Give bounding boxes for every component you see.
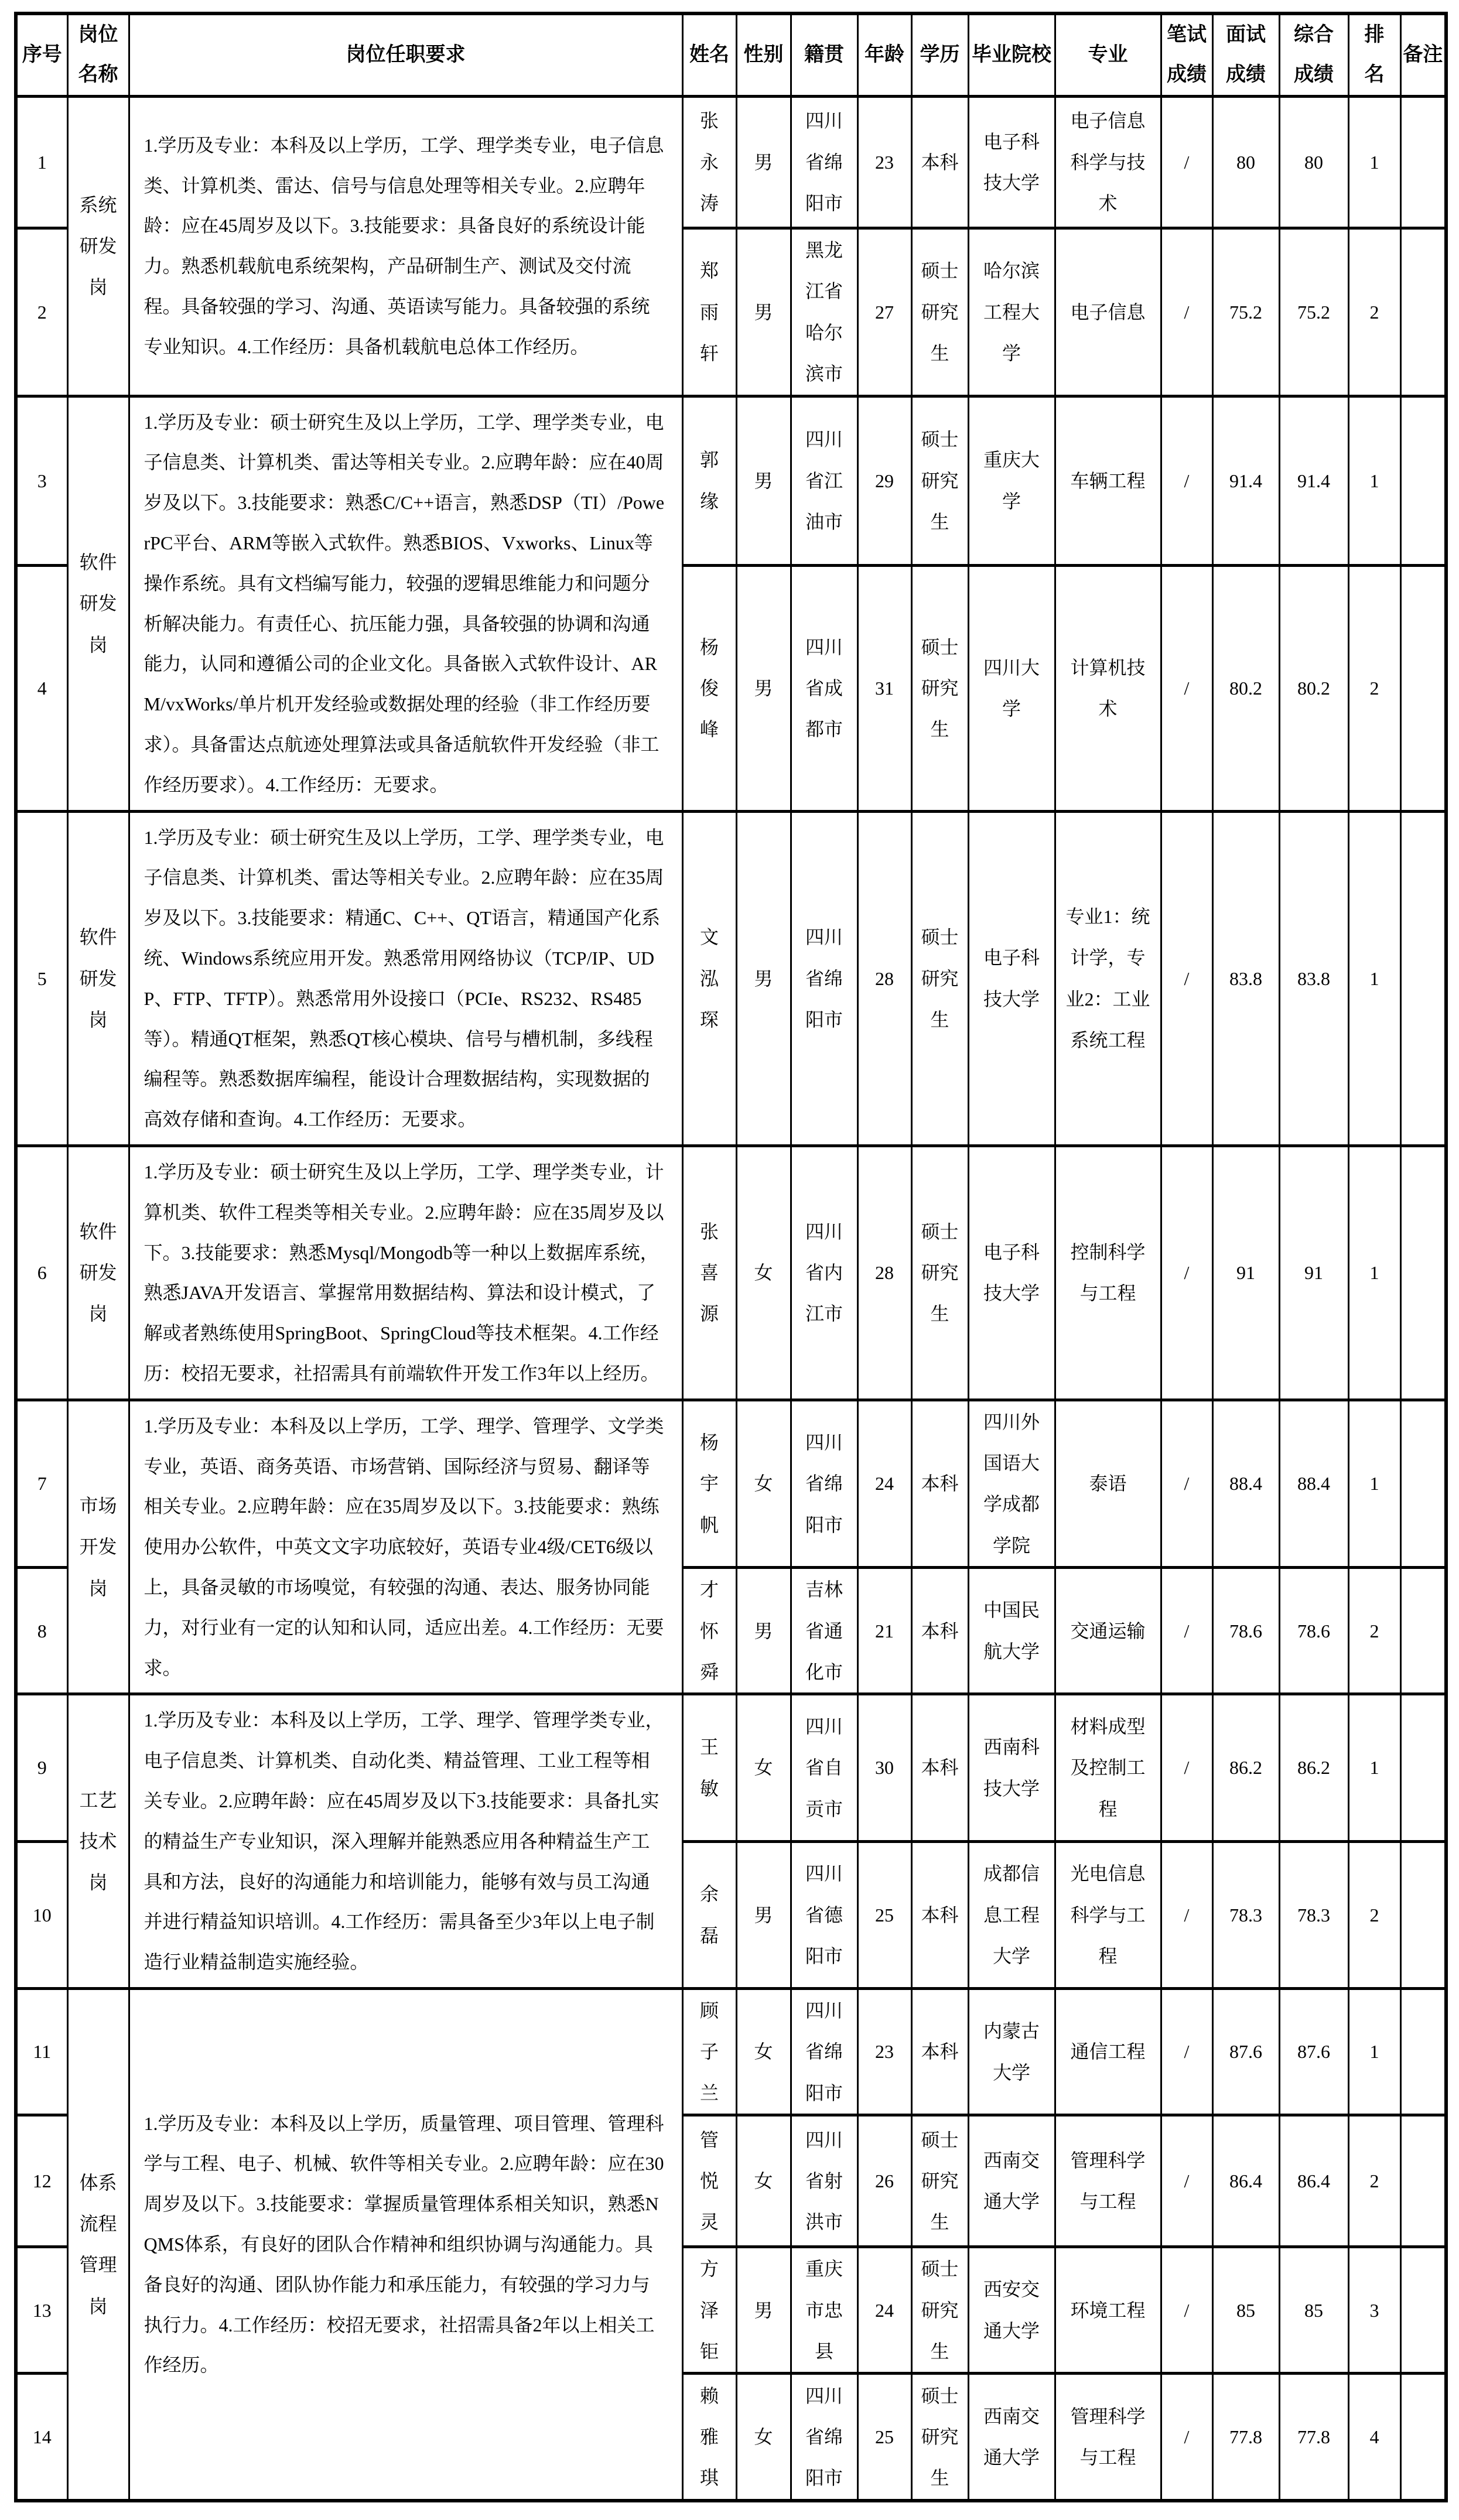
header-remark: 备注 [1400, 13, 1446, 97]
cell-education: 本科 [911, 1400, 968, 1568]
header-age: 年龄 [857, 13, 911, 97]
cell-position: 市场开发岗 [67, 1400, 129, 1694]
cell-requirements: 1.学历及专业：本科及以上学历，工学、理学类专业，电子信息类、计算机类、雷达、信号与信息处理等相关专业。2.应聘年龄：应在45周岁及以下。3.技能要求：具备良好的系统设计能力。熟悉机载航电系统架构，产品研制生产、测试及交付流程。具备较强的学习、沟通、英语读写能力。具备较强的系统专业知识。4.工作经历：具备机载航电总体工作经历。 [129, 97, 682, 396]
cell-remark [1400, 1694, 1446, 1841]
header-education: 学历 [911, 13, 968, 97]
cell-position: 软件研发岗 [67, 1146, 129, 1400]
cell-remark [1400, 2115, 1446, 2247]
cell-written-score: / [1161, 1568, 1212, 1694]
cell-major: 电子信息科学与技术 [1055, 97, 1161, 228]
cell-gender: 女 [736, 1400, 791, 1568]
cell-age: 24 [857, 1400, 911, 1568]
cell-written-score: / [1161, 2247, 1212, 2374]
cell-name: 顾子兰 [682, 1989, 736, 2115]
cell-name: 王敏 [682, 1694, 736, 1841]
cell-written-score: / [1161, 811, 1212, 1146]
cell-major: 计算机技术 [1055, 565, 1161, 811]
cell-overall-score: 88.4 [1279, 1400, 1348, 1568]
table-row [16, 1400, 1446, 1568]
cell-name: 杨宇帆 [682, 1400, 736, 1568]
cell-requirements: 1.学历及专业：本科及以上学历，工学、理学、管理学、文学类专业，英语、商务英语、市场营销、国际经济与贸易、翻译等相关专业。2.应聘年龄：应在35周岁及以下。3.技能要求：熟练使用办公软件，中英文文字功底较好，英语专业4级/CET6级以上，具备灵敏的市场嗅觉，有较强的沟通、表达、服务协同能力，对行业有一定的认知和认同，适应出差。4.工作经历：无要求。 [129, 1400, 682, 1694]
cell-position: 软件研发岗 [67, 396, 129, 811]
cell-school: 重庆大学 [968, 396, 1055, 565]
cell-hometown: 四川省江油市 [791, 396, 857, 565]
cell-remark [1400, 811, 1446, 1146]
cell-position: 体系流程管理岗 [67, 1989, 129, 2501]
cell-rank: 1 [1348, 97, 1400, 228]
header-index: 序号 [16, 13, 67, 97]
header-hometown: 籍贯 [791, 13, 857, 97]
cell-name: 方泽钜 [682, 2247, 736, 2374]
cell-major: 管理科学与工程 [1055, 2374, 1161, 2501]
cell-education: 本科 [911, 1841, 968, 1988]
header-position: 岗位 名称 [67, 13, 129, 97]
cell-gender: 女 [736, 1694, 791, 1841]
cell-interview-score: 88.4 [1212, 1400, 1279, 1568]
table-row [16, 396, 1446, 565]
cell-major: 专业1：统计学，专业2：工业系统工程 [1055, 811, 1161, 1146]
header-name: 姓名 [682, 13, 736, 97]
cell-education: 本科 [911, 1989, 968, 2115]
cell-written-score: / [1161, 1694, 1212, 1841]
cell-remark [1400, 1400, 1446, 1568]
cell-remark [1400, 2247, 1446, 2374]
cell-age: 27 [857, 228, 911, 396]
cell-age: 21 [857, 1568, 911, 1694]
cell-hometown: 四川省德阳市 [791, 1841, 857, 1988]
cell-hometown: 四川省内江市 [791, 1146, 857, 1400]
cell-overall-score: 83.8 [1279, 811, 1348, 1146]
cell-index: 1 [16, 97, 67, 228]
cell-gender: 女 [736, 1989, 791, 2115]
cell-school: 西南科技大学 [968, 1694, 1055, 1841]
cell-remark [1400, 396, 1446, 565]
cell-name: 文泓琛 [682, 811, 736, 1146]
cell-rank: 1 [1348, 396, 1400, 565]
cell-school: 四川外国语大学成都学院 [968, 1400, 1055, 1568]
cell-interview-score: 78.3 [1212, 1841, 1279, 1988]
cell-education: 硕士研究生 [911, 811, 968, 1146]
cell-written-score: / [1161, 565, 1212, 811]
cell-major: 泰语 [1055, 1400, 1161, 1568]
cell-overall-score: 86.4 [1279, 2115, 1348, 2247]
cell-name: 张喜源 [682, 1146, 736, 1400]
cell-school: 西南交通大学 [968, 2115, 1055, 2247]
cell-gender: 男 [736, 1841, 791, 1988]
cell-index: 12 [16, 2115, 67, 2247]
cell-age: 31 [857, 565, 911, 811]
cell-name: 杨俊峰 [682, 565, 736, 811]
cell-position: 软件研发岗 [67, 811, 129, 1146]
cell-interview-score: 75.2 [1212, 228, 1279, 396]
cell-school: 成都信息工程大学 [968, 1841, 1055, 1988]
cell-school: 西安交通大学 [968, 2247, 1055, 2374]
cell-position: 工艺技术岗 [67, 1694, 129, 1989]
cell-gender: 男 [736, 2247, 791, 2374]
cell-written-score: / [1161, 1989, 1212, 2115]
cell-rank: 3 [1348, 2247, 1400, 2374]
cell-hometown: 四川省绵阳市 [791, 811, 857, 1146]
cell-written-score: / [1161, 1841, 1212, 1988]
cell-gender: 女 [736, 2374, 791, 2501]
cell-hometown: 吉林省通化市 [791, 1568, 857, 1694]
cell-age: 28 [857, 811, 911, 1146]
cell-name: 余磊 [682, 1841, 736, 1988]
cell-hometown: 四川省绵阳市 [791, 2374, 857, 2501]
cell-major: 管理科学与工程 [1055, 2115, 1161, 2247]
cell-overall-score: 85 [1279, 2247, 1348, 2374]
table-row [16, 811, 1446, 1146]
cell-written-score: / [1161, 396, 1212, 565]
cell-requirements: 1.学历及专业：本科及以上学历，工学、理学、管理学类专业，电子信息类、计算机类、自动化类、精益管理、工业工程等相关专业。2.应聘年龄：应在45周岁及以下3.技能要求：具备扎实的精益生产专业知识，深入理解并能熟悉应用各种精益生产工具和方法，良好的沟通能力和培训能力，能够有效与员工沟通并进行精益知识培训。4.工作经历：需具备至少3年以上电子制造行业精益制造实施经验。 [129, 1694, 682, 1989]
cell-education: 硕士研究生 [911, 2374, 968, 2501]
cell-interview-score: 78.6 [1212, 1568, 1279, 1694]
cell-education: 硕士研究生 [911, 2115, 968, 2247]
table-row [16, 1146, 1446, 1400]
cell-requirements: 1.学历及专业：硕士研究生及以上学历，工学、理学类专业，电子信息类、计算机类、雷达等相关专业。2.应聘年龄：应在40周岁及以下。3.技能要求：熟悉C/C++语言，熟悉DSP（TI）/PowerPC平台、ARM等嵌入式软件。熟悉BIOS、Vxworks、Linux等操作系统。具有文档编写能力，较强的逻辑思维能力和问题分析解决能力。有责任心、抗压能力强，具备较强的协调和沟通能力，认同和遵循公司的企业文化。具备嵌入式软件设计、ARM/vxWorks/单片机开发经验或数据处理的经验（非工作经历要求）。具备雷达点航迹处理算法或具备适航软件开发经验（非工作经历要求）。4.工作经历：无要求。 [129, 396, 682, 811]
table-row [16, 1694, 1446, 1841]
cell-age: 30 [857, 1694, 911, 1841]
cell-index: 13 [16, 2247, 67, 2374]
cell-school: 电子科技大学 [968, 97, 1055, 228]
cell-index: 4 [16, 565, 67, 811]
cell-hometown: 四川省射洪市 [791, 2115, 857, 2247]
cell-major: 环境工程 [1055, 2247, 1161, 2374]
cell-interview-score: 85 [1212, 2247, 1279, 2374]
cell-education: 硕士研究生 [911, 1146, 968, 1400]
cell-gender: 女 [736, 1146, 791, 1400]
cell-hometown: 四川省自贡市 [791, 1694, 857, 1841]
cell-overall-score: 78.6 [1279, 1568, 1348, 1694]
cell-age: 28 [857, 1146, 911, 1400]
cell-overall-score: 80 [1279, 97, 1348, 228]
cell-education: 本科 [911, 1568, 968, 1694]
cell-education: 本科 [911, 97, 968, 228]
cell-major: 车辆工程 [1055, 396, 1161, 565]
cell-rank: 1 [1348, 1146, 1400, 1400]
cell-overall-score: 91 [1279, 1146, 1348, 1400]
cell-written-score: / [1161, 2374, 1212, 2501]
header-school: 毕业院校 [968, 13, 1055, 97]
cell-remark [1400, 1841, 1446, 1988]
cell-overall-score: 91.4 [1279, 396, 1348, 565]
cell-index: 8 [16, 1568, 67, 1694]
cell-gender: 男 [736, 228, 791, 396]
header-rank: 排 名 [1348, 13, 1400, 97]
cell-age: 23 [857, 1989, 911, 2115]
cell-overall-score: 78.3 [1279, 1841, 1348, 1988]
cell-written-score: / [1161, 2115, 1212, 2247]
cell-overall-score: 77.8 [1279, 2374, 1348, 2501]
cell-interview-score: 91 [1212, 1146, 1279, 1400]
cell-position: 系统研发岗 [67, 97, 129, 396]
cell-rank: 1 [1348, 1400, 1400, 1568]
cell-interview-score: 91.4 [1212, 396, 1279, 565]
cell-age: 25 [857, 2374, 911, 2501]
cell-hometown: 四川省绵阳市 [791, 1989, 857, 2115]
cell-requirements: 1.学历及专业：本科及以上学历，质量管理、项目管理、管理科学与工程、电子、机械、软件等相关专业。2.应聘年龄：应在30周岁及以下。3.技能要求：掌握质量管理体系相关知识，熟悉NQMS体系，有良好的团队合作精神和组织协调与沟通能力。具备良好的沟通、团队协作能力和承压能力，有较强的学习力与执行力。4.工作经历：校招无要求，社招需具备2年以上相关工作经历。 [129, 1989, 682, 2501]
header-interview-score: 面试 成绩 [1212, 13, 1279, 97]
cell-written-score: / [1161, 1146, 1212, 1400]
cell-rank: 2 [1348, 228, 1400, 396]
cell-interview-score: 87.6 [1212, 1989, 1279, 2115]
recruitment-result-table [14, 12, 1448, 2502]
cell-index: 10 [16, 1841, 67, 1988]
cell-age: 23 [857, 97, 911, 228]
cell-name: 郑雨轩 [682, 228, 736, 396]
cell-gender: 男 [736, 811, 791, 1146]
cell-index: 14 [16, 2374, 67, 2501]
cell-school: 西南交通大学 [968, 2374, 1055, 2501]
cell-rank: 1 [1348, 1989, 1400, 2115]
cell-education: 硕士研究生 [911, 2247, 968, 2374]
header-requirements: 岗位任职要求 [129, 13, 682, 97]
cell-index: 5 [16, 811, 67, 1146]
cell-hometown: 四川省成都市 [791, 565, 857, 811]
cell-gender: 女 [736, 2115, 791, 2247]
cell-rank: 1 [1348, 1694, 1400, 1841]
cell-rank: 4 [1348, 2374, 1400, 2501]
cell-school: 电子科技大学 [968, 811, 1055, 1146]
cell-rank: 2 [1348, 1841, 1400, 1988]
cell-rank: 2 [1348, 1568, 1400, 1694]
cell-overall-score: 86.2 [1279, 1694, 1348, 1841]
cell-school: 四川大学 [968, 565, 1055, 811]
cell-remark [1400, 1568, 1446, 1694]
cell-index: 2 [16, 228, 67, 396]
cell-age: 24 [857, 2247, 911, 2374]
cell-requirements: 1.学历及专业：硕士研究生及以上学历，工学、理学类专业，计算机类、软件工程类等相关专业。2.应聘年龄：应在35周岁及以下。3.技能要求：熟悉Mysql/Mongodb等一种以上数据库系统，熟悉JAVA开发语言、掌握常用数据结构、算法和设计模式，了解或者熟练使用SpringBoot、SpringCloud等技术框架。4.工作经历：校招无要求，社招需具有前端软件开发工作3年以上经历。 [129, 1146, 682, 1400]
cell-school: 哈尔滨工程大学 [968, 228, 1055, 396]
header-row [16, 13, 1446, 97]
cell-interview-score: 77.8 [1212, 2374, 1279, 2501]
cell-interview-score: 86.2 [1212, 1694, 1279, 1841]
cell-hometown: 黑龙江省哈尔滨市 [791, 228, 857, 396]
table-row [16, 1989, 1446, 2115]
cell-school: 电子科技大学 [968, 1146, 1055, 1400]
cell-school: 中国民航大学 [968, 1568, 1055, 1694]
cell-name: 才怀舜 [682, 1568, 736, 1694]
cell-remark [1400, 565, 1446, 811]
cell-major: 材料成型及控制工程 [1055, 1694, 1161, 1841]
cell-name: 管悦灵 [682, 2115, 736, 2247]
cell-major: 控制科学与工程 [1055, 1146, 1161, 1400]
table-row [16, 97, 1446, 228]
cell-name: 郭缘 [682, 396, 736, 565]
cell-overall-score: 80.2 [1279, 565, 1348, 811]
cell-interview-score: 80 [1212, 97, 1279, 228]
cell-written-score: / [1161, 97, 1212, 228]
cell-major: 交通运输 [1055, 1568, 1161, 1694]
header-gender: 性别 [736, 13, 791, 97]
cell-major: 通信工程 [1055, 1989, 1161, 2115]
cell-index: 6 [16, 1146, 67, 1400]
header-overall-score: 综合 成绩 [1279, 13, 1348, 97]
cell-rank: 1 [1348, 811, 1400, 1146]
cell-requirements: 1.学历及专业：硕士研究生及以上学历，工学、理学类专业，电子信息类、计算机类、雷达等相关专业。2.应聘年龄：应在35周岁及以下。3.技能要求：精通C、C++、QT语言，精通国产化系统、Windows系统应用开发。熟悉常用网络协议（TCP/IP、UDP、FTP、TFTP）。熟悉常用外设接口（PCIe、RS232、RS485等）。精通QT框架，熟悉QT核心模块、信号与槽机制，多线程编程等。熟悉数据库编程，能设计合理数据结构，实现数据的高效存储和查询。4.工作经历：无要求。 [129, 811, 682, 1146]
cell-name: 赖雅琪 [682, 2374, 736, 2501]
cell-hometown: 四川省绵阳市 [791, 1400, 857, 1568]
cell-remark [1400, 97, 1446, 228]
cell-education: 硕士研究生 [911, 396, 968, 565]
cell-hometown: 重庆市忠县 [791, 2247, 857, 2374]
cell-age: 29 [857, 396, 911, 565]
cell-interview-score: 86.4 [1212, 2115, 1279, 2247]
cell-index: 9 [16, 1694, 67, 1841]
header-major: 专业 [1055, 13, 1161, 97]
cell-age: 26 [857, 2115, 911, 2247]
cell-interview-score: 83.8 [1212, 811, 1279, 1146]
cell-remark [1400, 1989, 1446, 2115]
cell-gender: 男 [736, 1568, 791, 1694]
cell-education: 硕士研究生 [911, 565, 968, 811]
cell-interview-score: 80.2 [1212, 565, 1279, 811]
cell-school: 内蒙古大学 [968, 1989, 1055, 2115]
cell-overall-score: 75.2 [1279, 228, 1348, 396]
cell-written-score: / [1161, 228, 1212, 396]
cell-index: 11 [16, 1989, 67, 2115]
cell-rank: 2 [1348, 2115, 1400, 2247]
cell-overall-score: 87.6 [1279, 1989, 1348, 2115]
cell-remark [1400, 2374, 1446, 2501]
cell-remark [1400, 1146, 1446, 1400]
cell-major: 光电信息科学与工程 [1055, 1841, 1161, 1988]
cell-index: 7 [16, 1400, 67, 1568]
cell-education: 硕士研究生 [911, 228, 968, 396]
header-written-score: 笔试 成绩 [1161, 13, 1212, 97]
cell-written-score: / [1161, 1400, 1212, 1568]
cell-gender: 男 [736, 565, 791, 811]
cell-gender: 男 [736, 396, 791, 565]
cell-hometown: 四川省绵阳市 [791, 97, 857, 228]
cell-age: 25 [857, 1841, 911, 1988]
cell-rank: 2 [1348, 565, 1400, 811]
cell-name: 张永涛 [682, 97, 736, 228]
cell-index: 3 [16, 396, 67, 565]
cell-gender: 男 [736, 97, 791, 228]
cell-major: 电子信息 [1055, 228, 1161, 396]
cell-remark [1400, 228, 1446, 396]
cell-education: 本科 [911, 1694, 968, 1841]
